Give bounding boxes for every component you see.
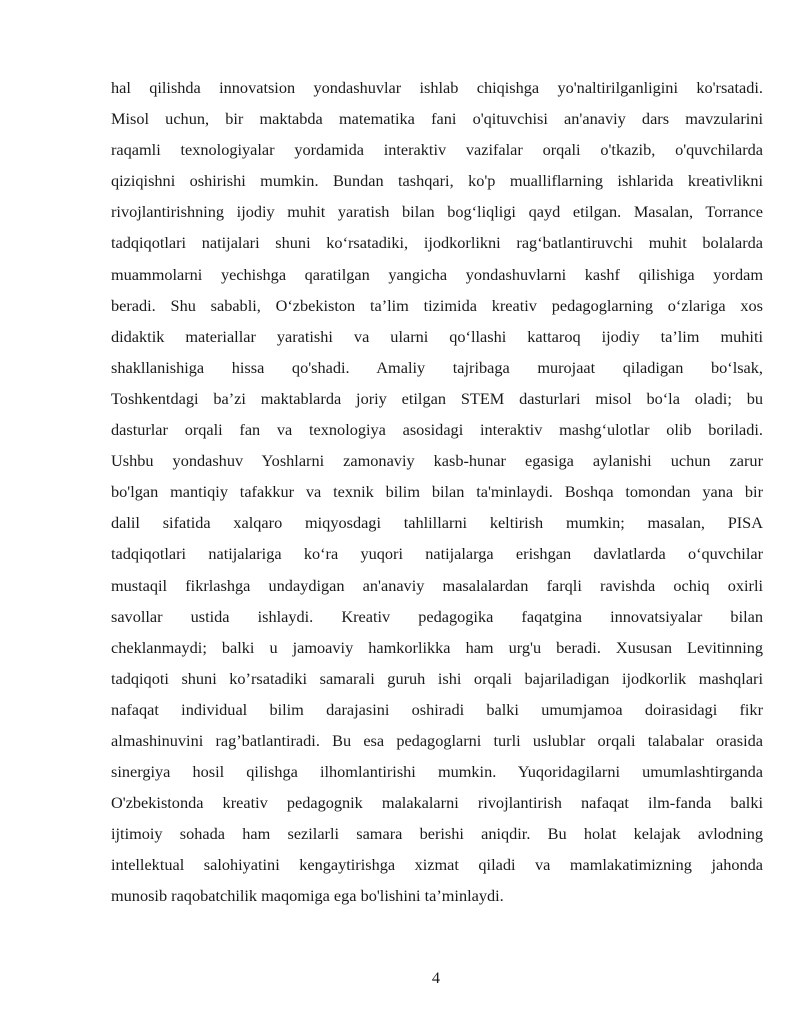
page-number: 4 (431, 968, 441, 987)
paragraph-line: Misol uchun, bir maktabda matematika fani o'qituvchisi an'anaviy dars mavzularini (111, 109, 763, 129)
paragraph-line: qiziqishni oshirishi mumkin. Bundan tashqari, ko'p mualliflarning ishlarida kreativlikni (111, 171, 763, 191)
paragraph-line: dalil sifatida xalqaro miqyosdagi tahlillarni keltirish mumkin; masalan, PISA (111, 513, 763, 533)
paragraph-line: ijtimoiy sohada ham sezilarli samara berishi aniqdir. Bu holat kelajak avlodning (111, 824, 763, 844)
paragraph-line: didaktik materiallar yaratishi va ularni qo‘llashi kattaroq ijodiy ta’lim muhiti (111, 326, 763, 346)
paragraph-line: beradi. Shu sababli, O‘zbekiston ta’lim tizimida kreativ pedagoglarning o‘zlariga xos (111, 295, 763, 315)
paragraph-line: shakllanishiga hissa qo'shadi. Amaliy tajribaga murojaat qiladigan bo‘lsak, (111, 357, 763, 377)
paragraph-line: O'zbekistonda kreativ pedagognik malakalarni rivojlantirish nafaqat ilm-fanda balki (111, 793, 763, 813)
paragraph-line: rivojlantirishning ijodiy muhit yaratish bilan bog‘liqligi qayd etilgan. Masalan, Torrance (111, 202, 763, 222)
paragraph-line: raqamli texnologiyalar yordamida interaktiv vazifalar orqali o'tkazib, o'quvchilarda (111, 140, 763, 160)
paragraph-line: Ushbu yondashuv Yoshlarni zamonaviy kasb-hunar egasiga aylanishi uchun zarur (111, 451, 763, 471)
paragraph-line: hal qilishda innovatsion yondashuvlar ishlab chiqishga yo'naltirilganligini ko'rsatadi. (111, 78, 763, 97)
paragraph-line: cheklanmaydi; balki u jamoaviy hamkorlikka ham urg'u beradi. Xususan Levitinning (111, 637, 763, 657)
paragraph-line: sinergiya hosil qilishga ilhomlantirishi mumkin. Yuqoridagilarni umumlashtirganda (111, 762, 763, 782)
paragraph-line: intellektual salohiyatini kengaytirishga xizmat qiladi va mamlakatimizning jahonda (111, 855, 763, 875)
paragraph-line: tadqiqoti shuni ko’rsatadiki samarali guruh ishi orqali bajariladigan ijodkorlik mashqlari (111, 668, 763, 688)
paragraph-line: tadqiqotlari natijalariga ko‘ra yuqori natijalarga erishgan davlatlarda o‘quvchilar (111, 544, 763, 564)
paragraph-line: bo'lgan mantiqiy tafakkur va texnik bilim bilan ta'minlaydi. Boshqa tomondan yana bir (111, 482, 763, 502)
paragraph-line: savollar ustida ishlaydi. Kreativ pedagogika faqatgina innovatsiyalar bilan (111, 606, 763, 626)
paragraph-line: munosib raqobatchilik maqomiga ega bo'lishini ta’minlaydi. (111, 886, 504, 906)
paragraph-line: muammolarni yechishga qaratilgan yangicha yondashuvlarni kashf qilishiga yordam (111, 264, 763, 284)
body-paragraph (111, 72, 763, 912)
paragraph-line: dasturlar orqali fan va texnologiya asosidagi interaktiv mashg‘ulotlar olib boriladi. (111, 420, 763, 440)
paragraph-line: mustaqil fikrlashga undaydigan an'anaviy masalalardan farqli ravishda ochiq oxirli (111, 575, 763, 595)
paragraph-line: tadqiqotlari natijalari shuni ko‘rsatadiki, ijodkorlikni rag‘batlantiruvchi muhit bolalarda (111, 233, 763, 253)
paragraph-line: nafaqat individual bilim darajasini oshiradi balki umumjamoa doirasidagi fikr (111, 699, 763, 719)
paragraph-line: almashinuvini rag’batlantiradi. Bu esa pedagoglarni turli uslublar orqali talabalar orasida (111, 730, 763, 750)
paragraph-line: Toshkentdagi ba’zi maktablarda joriy etilgan STEM dasturlari misol bo‘la oladi; bu (111, 388, 763, 408)
